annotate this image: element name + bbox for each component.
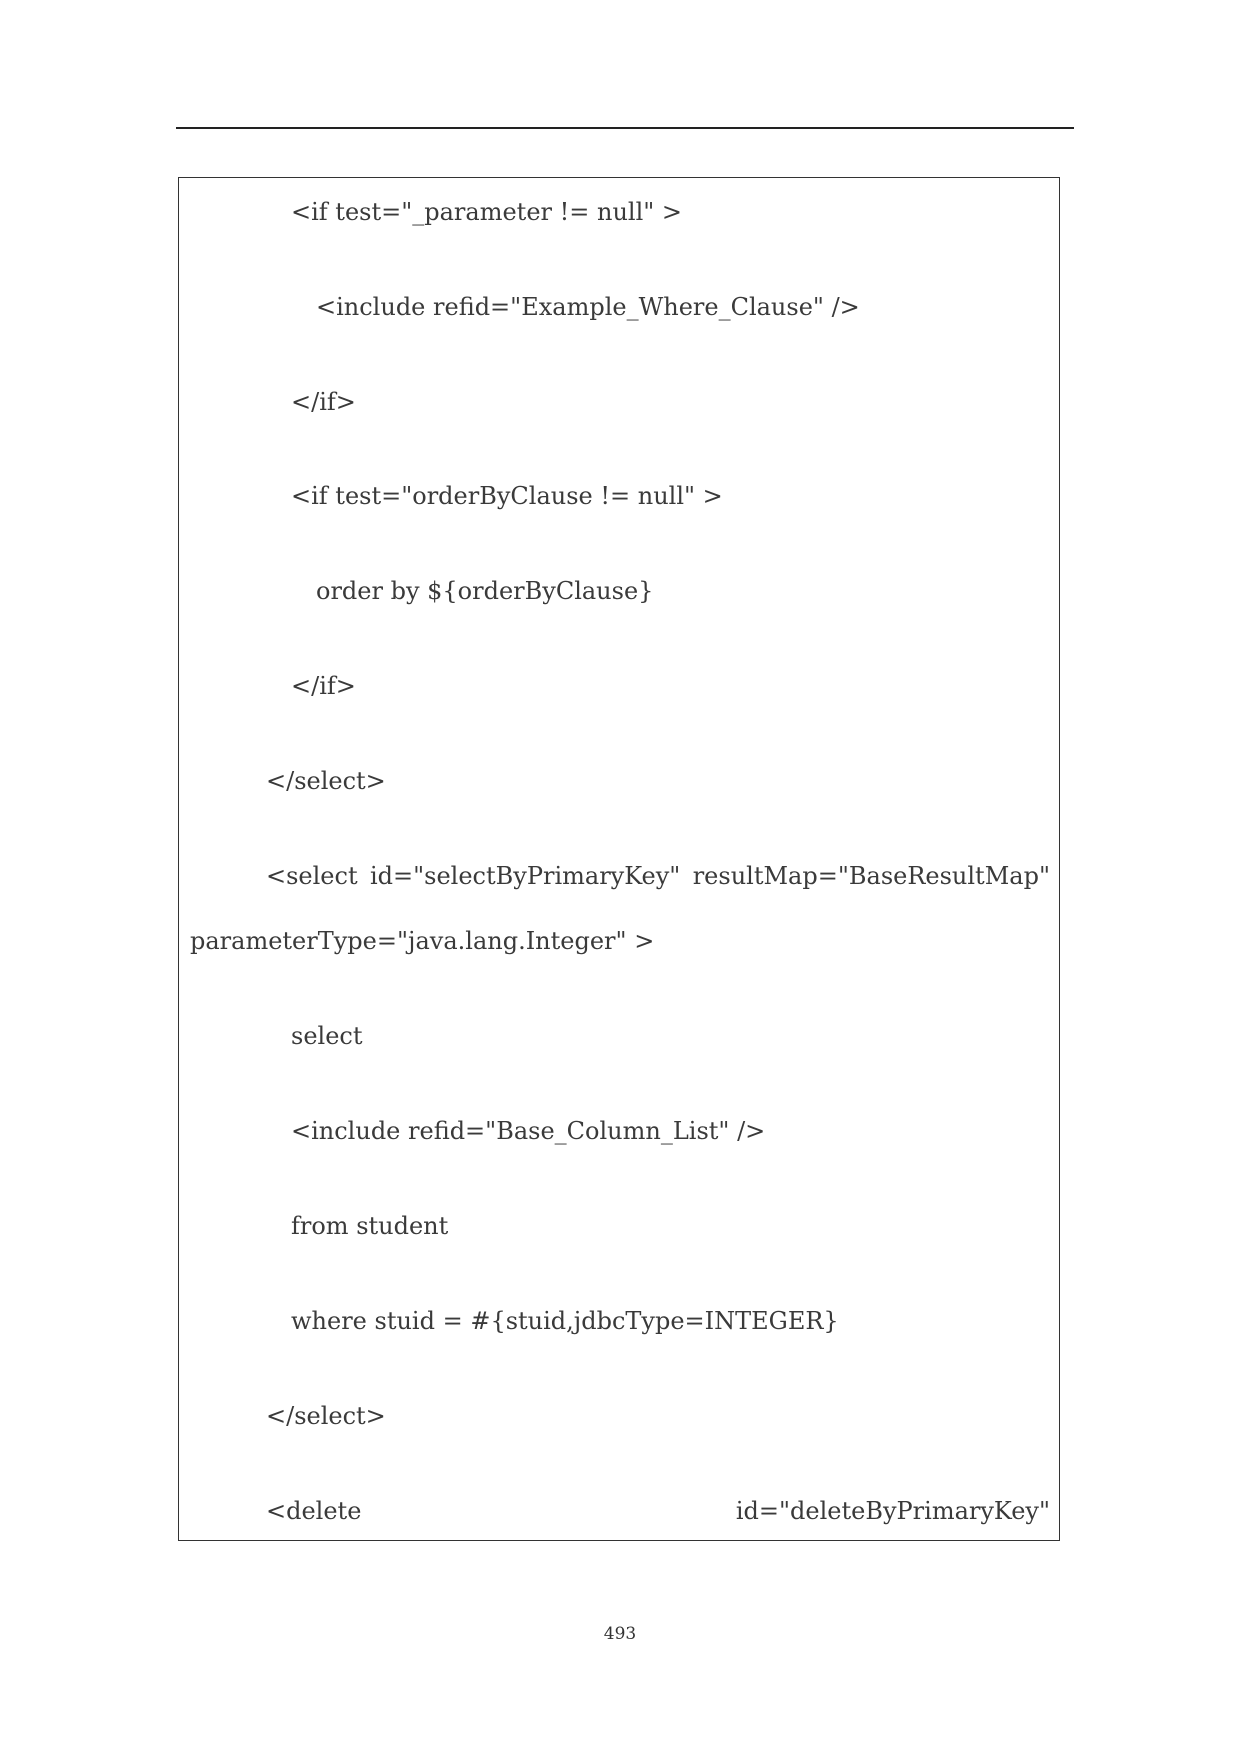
code-line: select <box>291 1022 363 1050</box>
code-line: </if> <box>291 388 356 416</box>
select-resultmap-attr: resultMap="BaseResultMap" <box>692 862 1050 890</box>
code-line: where stuid = #{stuid,jdbcType=INTEGER} <box>291 1307 839 1335</box>
code-line: <include refid="Example_Where_Clause" /> <box>316 293 860 321</box>
select-tag: <select <box>266 862 358 890</box>
select-declaration-row <box>266 861 1050 891</box>
code-line: from student <box>291 1212 449 1240</box>
delete-id-attr: id="deleteByPrimaryKey" <box>735 1497 1050 1525</box>
code-line: </select> <box>266 1402 386 1430</box>
code-line: </if> <box>291 672 356 700</box>
page-number: 493 <box>603 1624 637 1644</box>
code-line: <if test="orderByClause != null" > <box>291 482 723 510</box>
code-line: order by ${orderByClause} <box>316 577 654 605</box>
code-line: <include refid="Base_Column_List" /> <box>291 1117 766 1145</box>
code-line: <if test="_parameter != null" > <box>291 198 683 226</box>
select-continuation-line: parameterType="java.lang.Integer" > <box>190 927 655 955</box>
select-id-attr: id="selectByPrimaryKey" <box>369 862 681 890</box>
code-listing-box <box>178 177 1060 1541</box>
code-line: </select> <box>266 767 386 795</box>
header-rule <box>176 127 1074 129</box>
delete-tag: <delete <box>266 1497 362 1525</box>
delete-declaration-row <box>266 1496 1050 1526</box>
